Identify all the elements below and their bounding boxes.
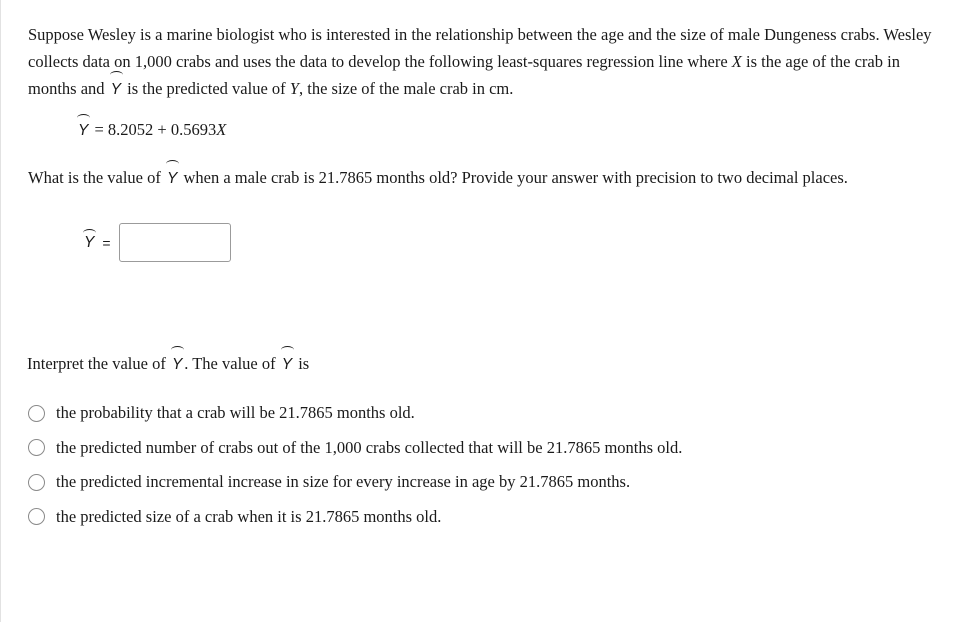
regression-equation (76, 118, 226, 143)
interpret-part3: is (298, 354, 310, 373)
equation-y-hat: Y (76, 119, 90, 143)
question-intro-part4: , the size of the male crab in cm. (298, 79, 514, 98)
option-label: the predicted number of crabs out of the 1,000 crabs collected that will be 21.7865 months old. (56, 437, 683, 457)
prompt-part1: What is the value of (28, 168, 161, 187)
question-intro-part3: is the predicted value of (127, 79, 286, 98)
option-predicted-number[interactable] (28, 431, 682, 466)
interpret-part2: . The value of (184, 354, 276, 373)
interpret-y-hat-2: Y (280, 351, 294, 378)
answer-input[interactable] (119, 223, 231, 262)
prompt-part2: when a male crab is 21.7865 months old? Provide your answer with precision to two decimal places. (183, 168, 848, 187)
option-probability[interactable] (28, 396, 682, 431)
answer-y-hat-label: Y (84, 233, 95, 251)
option-label: the predicted incremental increase in size for every increase in age by 21.7865 months. (56, 472, 631, 492)
option-predicted-size[interactable] (28, 500, 682, 535)
prompt-y-hat: Y (165, 165, 179, 192)
question-intro-part1: Suppose Wesley is a marine biologist who is interested in the relationship between the age and the size of male Dungeness crabs. Wesley collects data on 1,000 crabs and uses the data to develop the following least-squares regression line where (28, 25, 932, 71)
question-intro-part2: is the age of the crab in months and (28, 52, 900, 98)
option-incremental-increase[interactable] (28, 465, 682, 500)
interpret-prompt (27, 350, 309, 378)
page-left-border (0, 0, 1, 622)
question-text (28, 21, 940, 103)
y-hat-symbol: Y (109, 76, 123, 103)
answer-options (28, 396, 682, 534)
interpret-y-hat-1: Y (170, 351, 184, 378)
equation-rhs: = 8.2052 + 0.5693 (94, 120, 217, 139)
equation-variable-x: X (216, 120, 227, 139)
variable-y: Y (289, 79, 299, 98)
option-label: the predicted size of a crab when it is 21.7865 months old. (56, 506, 442, 526)
radio-button[interactable] (28, 508, 45, 525)
option-label: the probability that a crab will be 21.7865 months old. (56, 403, 415, 423)
radio-button[interactable] (28, 405, 45, 422)
variable-x: X (731, 52, 742, 71)
question-prompt (28, 164, 848, 192)
answer-equals-sign: = (102, 234, 111, 251)
radio-button[interactable] (28, 474, 45, 491)
interpret-part1: Interpret the value of (27, 354, 166, 373)
answer-row (82, 221, 231, 264)
radio-button[interactable] (28, 439, 45, 456)
